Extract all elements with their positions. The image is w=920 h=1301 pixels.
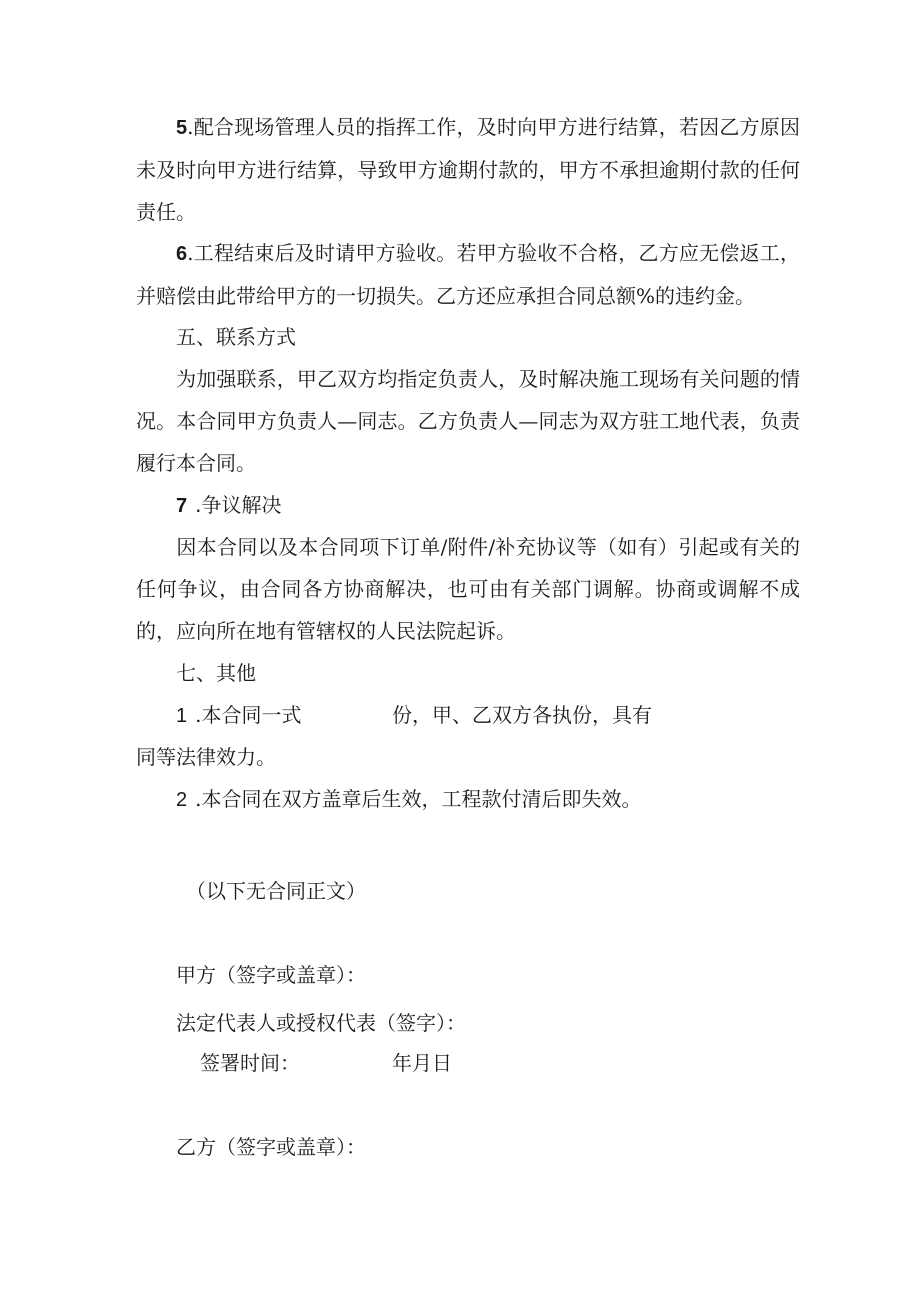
- section-dispute-heading: [176, 484, 281, 527]
- other-item-1-part2-line: [392, 694, 652, 736]
- other-item-1-part3: 同等法律效力。: [136, 745, 276, 769]
- clause-5: [136, 106, 800, 233]
- party-b-signature-label: 乙方（签字或盖章）：: [176, 1135, 366, 1159]
- other-item-2: [176, 778, 641, 821]
- section-dispute-body: [136, 526, 800, 652]
- sign-time-label: 签署时间：: [200, 1051, 300, 1075]
- other-item-2-number: 2: [176, 789, 188, 811]
- party-a-signature-label: 甲方（签字或盖章）：: [176, 963, 366, 987]
- clause-5-number: 5: [176, 117, 188, 139]
- clause-6-number: 6: [176, 243, 188, 265]
- legal-rep-signature-label: 法定代表人或授权代表（签字）：: [176, 1011, 466, 1035]
- clause-6-text: .工程结束后及时请甲方验收。若甲方验收不合格，乙方应无偿返工，并赔偿由此带给甲方的一切损失。乙方还应承担合同总额%的违约金。: [136, 241, 800, 308]
- other-item-1-number: 1: [176, 705, 188, 727]
- section-dispute-title: .争议解决: [195, 493, 282, 517]
- section-dispute-number: 7: [176, 495, 188, 517]
- other-item-1-part2: 份，甲、乙双方各执份，具有: [392, 703, 652, 727]
- other-item-1-line-2: [136, 736, 276, 778]
- section-dispute-text: 因本合同以及本合同项下订单/附件/补充协议等（如有）引起或有关的任何争议，由合同各方协商解决，也可由有关部门调解。协商或调解不成的，应向所在地有管辖权的人民法院起诉。: [136, 535, 800, 643]
- sign-time-date: 年月日: [392, 1051, 452, 1075]
- clause-6: [136, 232, 800, 317]
- section-contact-body: [136, 358, 800, 484]
- other-item-2-text: .本合同在双方盖章后生效，工程款付清后即失效。: [195, 787, 642, 811]
- clause-5-text: .配合现场管理人员的指挥工作，及时向甲方进行结算，若因乙方原因未及时向甲方进行结算，导致甲方逾期付款的，甲方不承担逾期付款的任何责任。: [136, 115, 800, 224]
- other-item-1-part1: .本合同一式: [195, 703, 302, 727]
- section-contact-heading: 五、联系方式: [176, 325, 296, 349]
- section-other-heading: 七、其他: [176, 661, 256, 685]
- end-note: （以下无合同正文）: [186, 879, 366, 903]
- section-contact-text: 为加强联系，甲乙双方均指定负责人，及时解决施工现场有关问题的情况。本合同甲方负责人—同志。乙方负责人—同志为双方驻工地代表，负责履行本合同。: [136, 367, 800, 475]
- other-item-1-line-1: [176, 694, 301, 737]
